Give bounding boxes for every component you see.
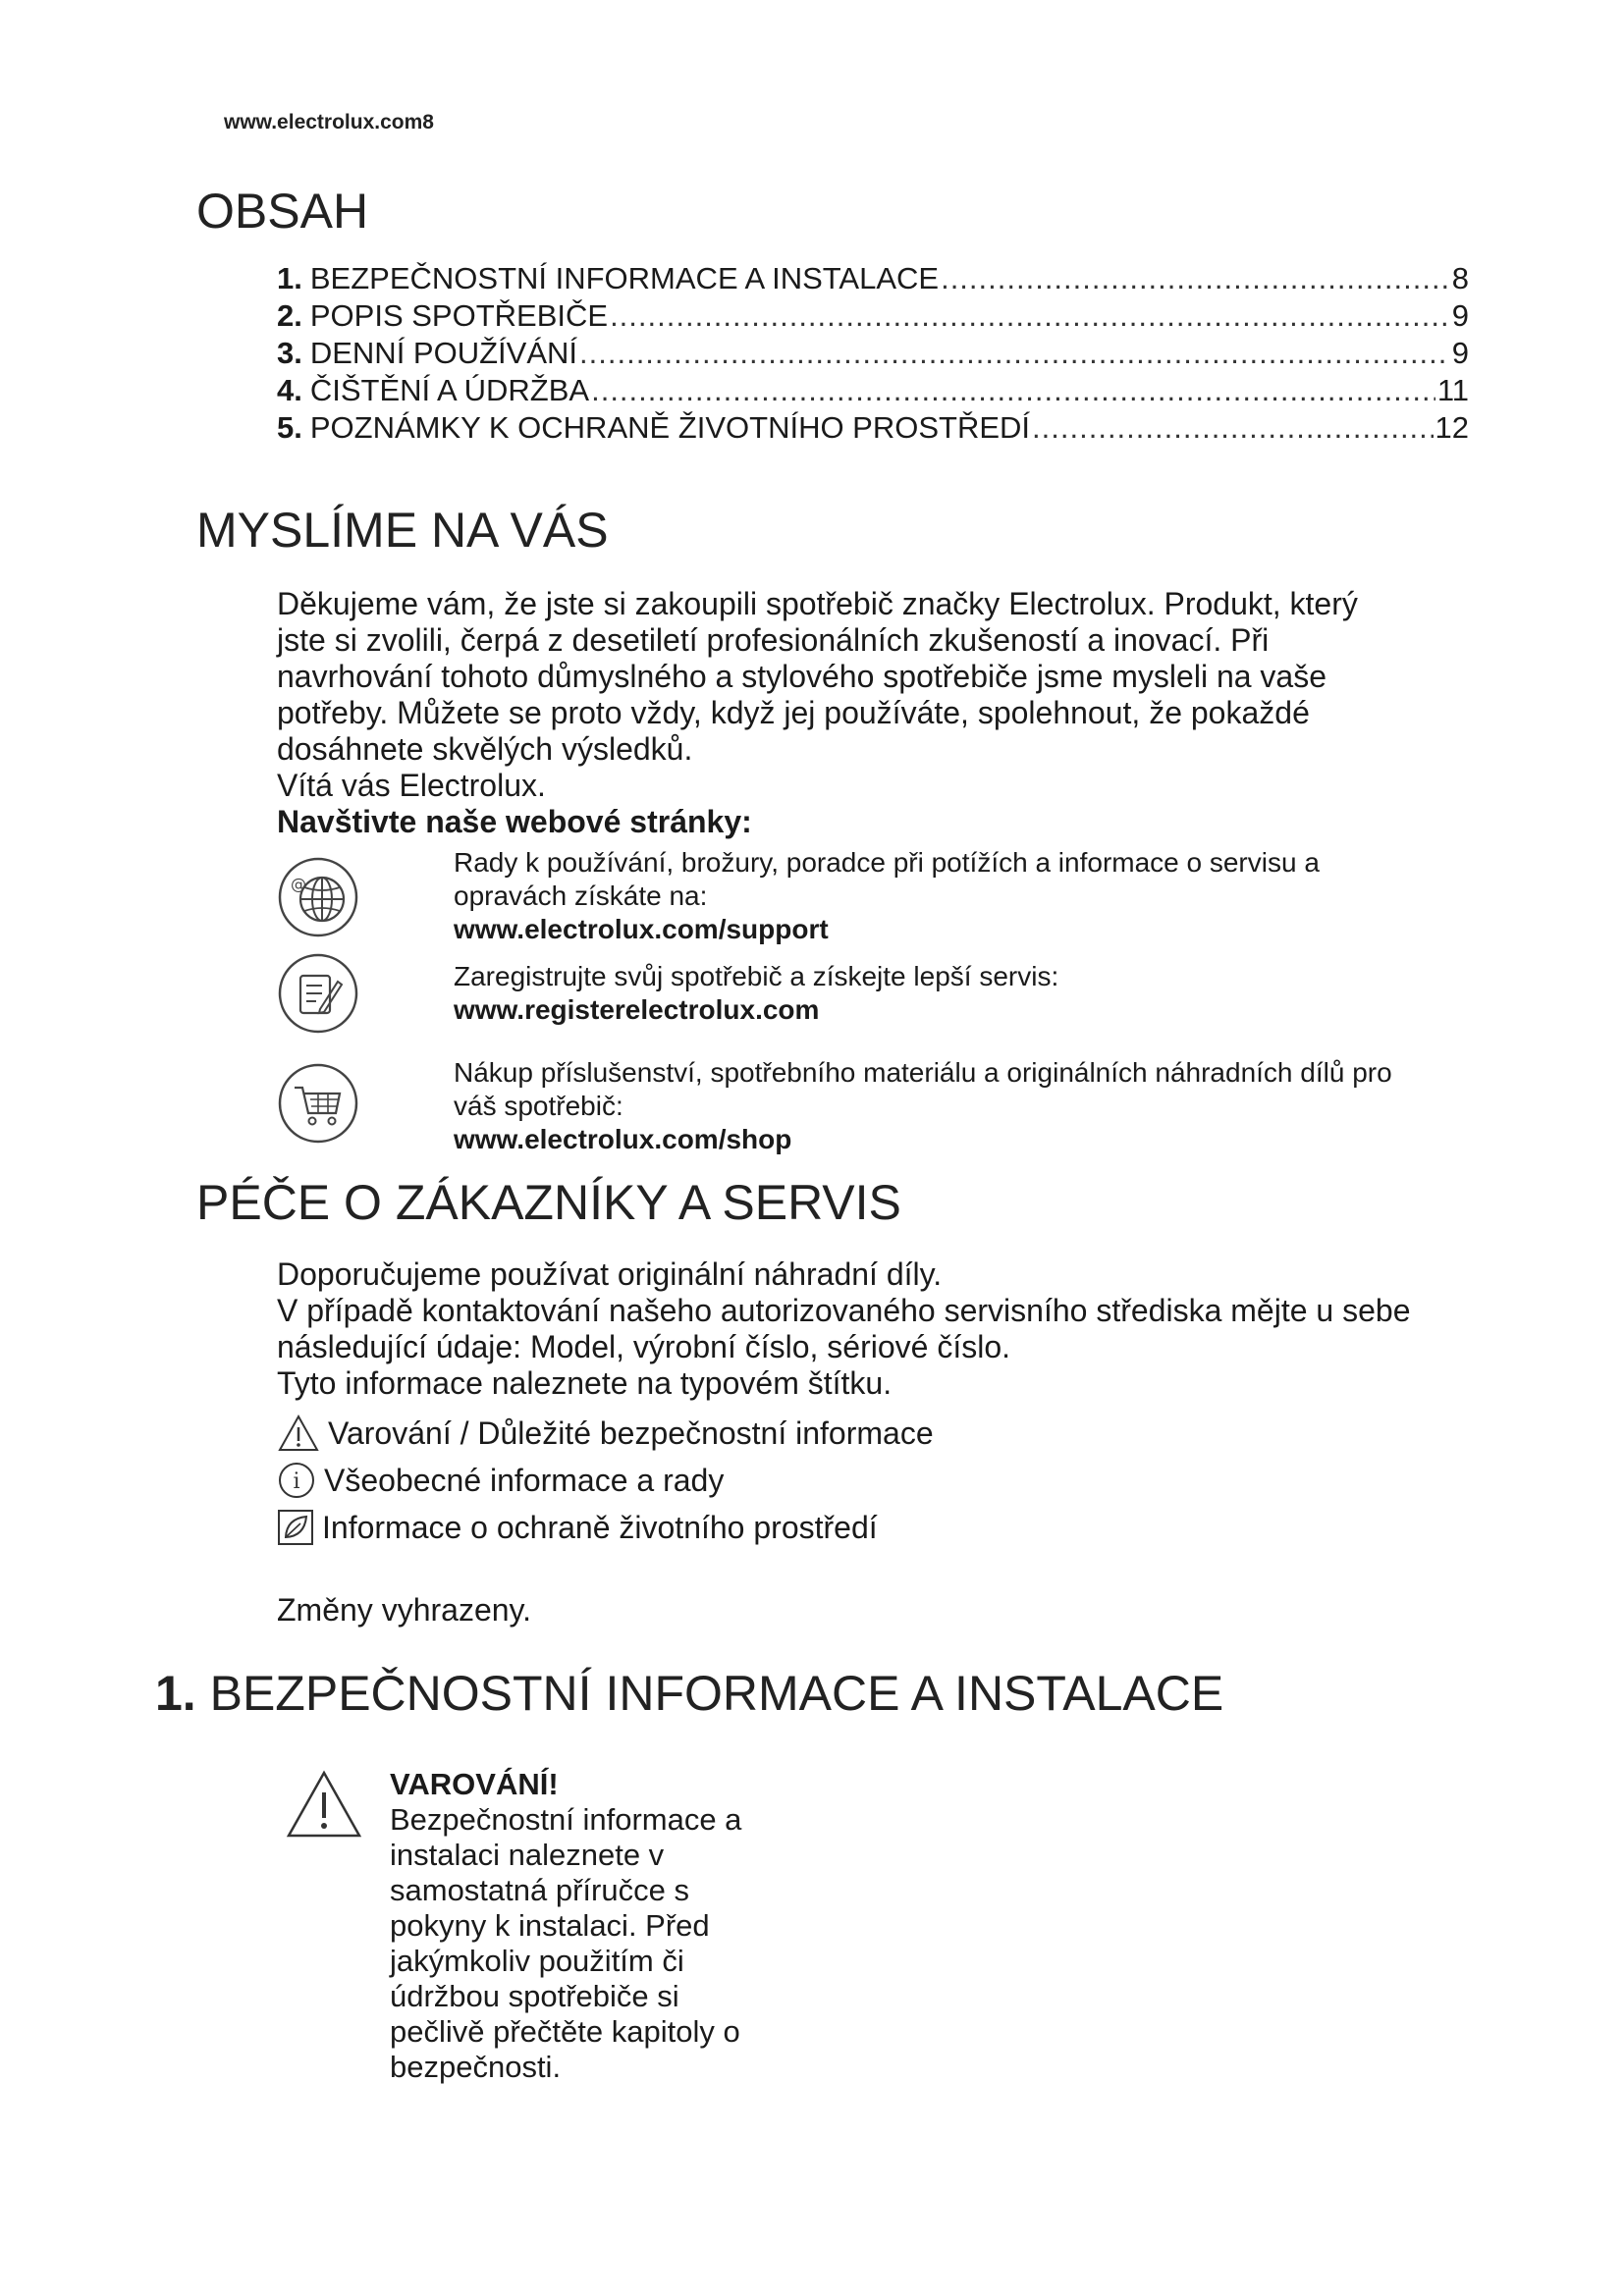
svg-text:i: i [293,1469,300,1494]
toc-leader [591,372,1435,409]
toc-item-num: 5. [277,410,302,445]
web-item-support [277,846,1485,954]
web-text-line: Rady k používání, brožury, poradce při potížích a informace o servisu a [454,847,1320,878]
toc-item-label: DENNÍ POUŽÍVÁNÍ [309,336,578,370]
toc-item-page: 9 [1451,298,1469,333]
legend-item-environment [277,1504,934,1551]
web-item-register [277,952,1485,1050]
text-line: Tyto informace naleznete na typovém štítku. [277,1365,893,1401]
toc-item-page: 8 [1451,261,1469,295]
info-icon [277,1461,316,1500]
warning-icon [277,1414,320,1453]
warning-line: jakýmkoliv použitím či [390,1944,684,1978]
text-line: Vítá vás Electrolux. [277,768,546,803]
visit-label: Navštivte naše webové stránky: [277,804,752,839]
text-line: následující údaje: Model, výrobní číslo, sériové číslo. [277,1329,1011,1364]
text-line: Doporučujeme používat originální náhradní díly. [277,1256,943,1292]
warning-line: bezpečnosti. [390,2050,562,2084]
site-header: www.electrolux.com8 [224,111,434,133]
toc-leader [1032,409,1433,447]
warning-line: instalaci naleznete v [390,1838,665,1872]
warning-line: Bezpečnostní informace a [390,1802,742,1837]
text-line: jste si zvolili, čerpá z desetiletí profesionálních zkušeností a inovací. Při [277,622,1270,658]
warning-line: pečlivě přečtěte kapitoly o [390,2014,740,2049]
toc-item[interactable] [277,372,1469,409]
legend-item-info [277,1457,934,1504]
section-1-title [155,1666,1224,1721]
changes-note [277,1592,1485,1629]
toc-item-num: 1. [277,261,302,295]
toc-item-label: POZNÁMKY K OCHRANĚ ŽIVOTNÍHO PROSTŘEDÍ [309,410,1031,445]
toc-leader [610,297,1450,335]
text-line: dosáhnete skvělých výsledků. [277,731,693,767]
toc-item-num: 3. [277,336,302,370]
text-line: potřeby. Můžete se proto vždy, když jej používáte, spolehnout, že pokaždé [277,695,1310,730]
section-number: 1. [155,1666,196,1721]
legend-text: Varování / Důležité bezpečnostní informace [328,1415,934,1451]
text-line: navrhování tohoto důmyslného a stylového spotřebiče jsme mysleli na vaše [277,659,1327,694]
warning-line: samostatná příručce s [390,1873,689,1907]
text-line: Děkujeme vám, že jste si zakoupili spotřebič značky Electrolux. Produkt, který [277,586,1358,621]
web-text-line: opravách získáte na: [454,881,708,911]
shop-link[interactable]: www.electrolux.com/shop [454,1124,792,1154]
svg-text:@: @ [291,875,306,893]
toc-title: OBSAH [196,184,369,239]
toc-item[interactable] [277,297,1469,335]
table-of-contents [277,260,1469,447]
warning-icon [285,1769,363,1840]
toc-item-page: 11 [1436,373,1469,407]
leaf-icon [277,1509,314,1546]
legend-text: Informace o ochraně životního prostředí [322,1510,878,1545]
text-line: V případě kontaktování našeho autorizovaného servisního střediska mějte u sebe [277,1293,1411,1328]
toc-leader [579,335,1450,372]
legend-item-warning [277,1410,934,1457]
symbol-legend [277,1410,934,1551]
toc-item-label: POPIS SPOTŘEBIČE [309,298,609,333]
web-text-line: Nákup příslušenství, spotřebního materiálu a originálních náhradních dílů pro [454,1057,1392,1088]
toc-item-num: 4. [277,373,302,407]
web-item-shop [277,1050,1485,1158]
register-link[interactable]: www.registerelectrolux.com [454,994,820,1025]
globe-icon [277,856,359,938]
toc-item[interactable] [277,260,1469,297]
warning-line: údržbou spotřebiče si [390,1979,679,2013]
toc-leader [941,260,1450,297]
care-paragraph [277,1256,1485,1402]
care-title: PÉČE O ZÁKAZNÍKY A SERVIS [196,1175,901,1230]
toc-item[interactable] [277,409,1469,447]
toc-item[interactable] [277,335,1469,372]
thinking-title: MYSLÍME NA VÁS [196,503,609,558]
thinking-paragraph [277,586,1485,840]
warning-title: VAROVÁNÍ! [390,1767,559,1801]
legend-text: Všeobecné informace a rady [324,1463,725,1498]
toc-item-label: ČIŠTĚNÍ A ÚDRŽBA [309,373,590,407]
warning-line: pokyny k instalaci. Před [390,1908,710,1943]
text-line: Změny vyhrazeny. [277,1592,532,1628]
support-link[interactable]: www.electrolux.com/support [454,914,829,944]
toc-item-page: 9 [1451,336,1469,370]
toc-item-page: 12 [1435,410,1469,445]
warning-text [390,1767,783,2085]
cart-icon [277,1062,359,1145]
register-icon [277,952,359,1035]
web-text-line: Zaregistrujte svůj spotřebič a získejte lepší servis: [454,961,1059,991]
toc-item-label: BEZPEČNOSTNÍ INFORMACE A INSTALACE [309,261,940,295]
section-title-text: BEZPEČNOSTNÍ INFORMACE A INSTALACE [209,1666,1224,1721]
toc-item-num: 2. [277,298,302,333]
web-text-line: váš spotřebič: [454,1091,623,1121]
